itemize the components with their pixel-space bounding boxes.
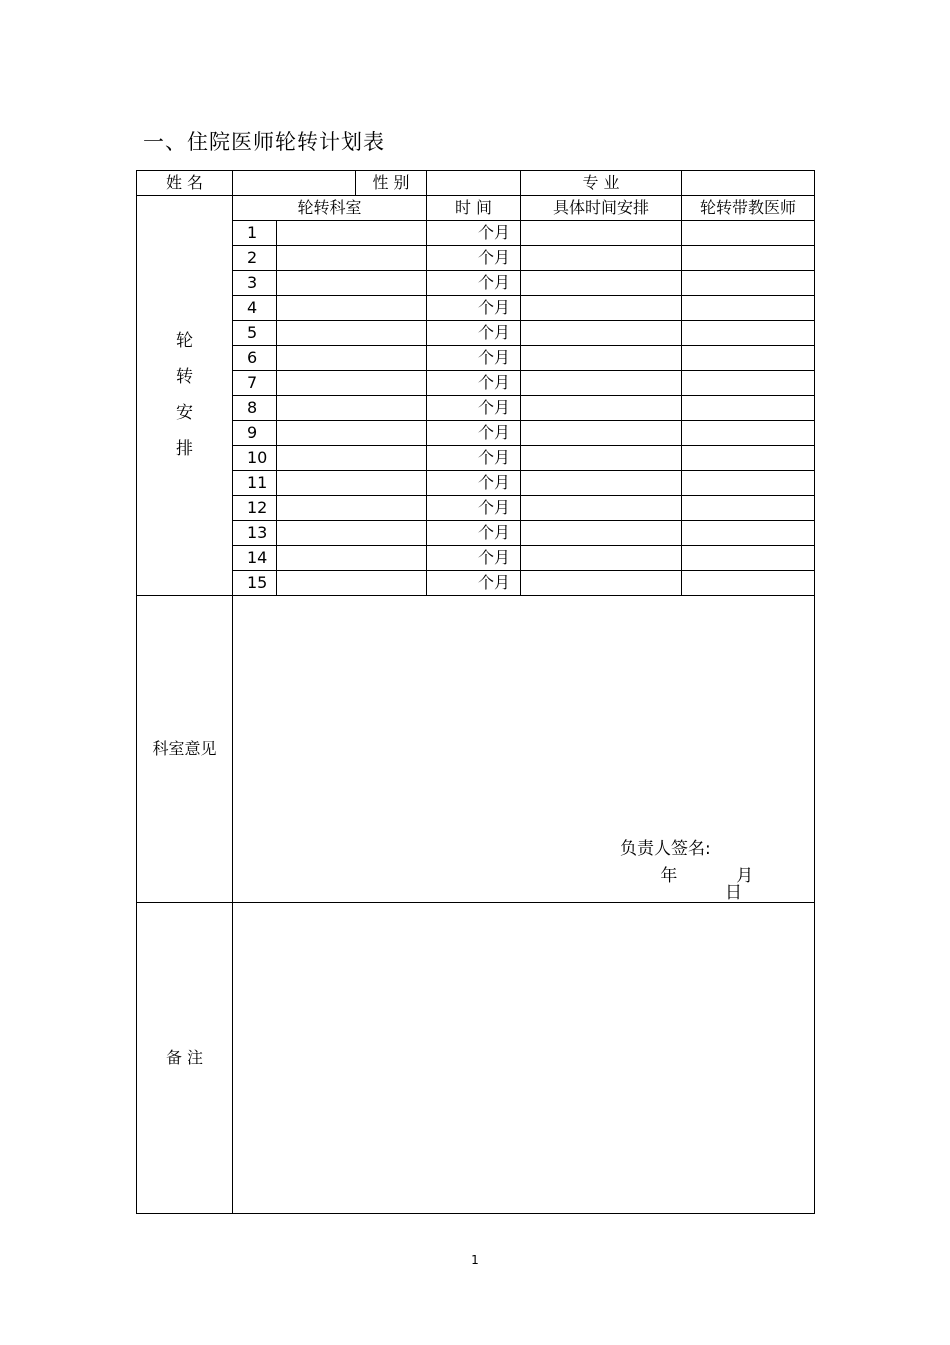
teacher-cell[interactable] xyxy=(682,571,815,596)
department-cell[interactable] xyxy=(277,471,427,496)
department-cell[interactable] xyxy=(277,296,427,321)
rotation-row xyxy=(137,346,815,371)
opinion-label: 科室意见 xyxy=(137,596,233,903)
schedule-column-header: 具体时间安排 xyxy=(521,196,682,221)
row-number: 1 xyxy=(233,221,277,246)
teacher-cell[interactable] xyxy=(682,371,815,396)
major-field[interactable] xyxy=(682,171,815,196)
rotation-column-header-row xyxy=(137,196,815,221)
duration-cell[interactable]: 个月 xyxy=(427,271,521,296)
row-number: 15 xyxy=(233,571,277,596)
rotation-label-char: 安 xyxy=(176,403,193,423)
department-cell[interactable] xyxy=(277,346,427,371)
row-number: 2 xyxy=(233,246,277,271)
schedule-cell[interactable] xyxy=(521,571,682,596)
row-number: 13 xyxy=(233,521,277,546)
duration-cell[interactable]: 个月 xyxy=(427,471,521,496)
rotation-row xyxy=(137,421,815,446)
schedule-cell[interactable] xyxy=(521,421,682,446)
rotation-row xyxy=(137,471,815,496)
teacher-cell[interactable] xyxy=(682,271,815,296)
duration-cell[interactable]: 个月 xyxy=(427,396,521,421)
rotation-section-label xyxy=(137,196,233,596)
schedule-cell[interactable] xyxy=(521,546,682,571)
teacher-cell[interactable] xyxy=(682,421,815,446)
rotation-row xyxy=(137,396,815,421)
row-number: 10 xyxy=(233,446,277,471)
year-label: 年 xyxy=(660,866,678,886)
teacher-cell[interactable] xyxy=(682,521,815,546)
duration-cell[interactable]: 个月 xyxy=(427,221,521,246)
rotation-label-char: 排 xyxy=(176,439,193,459)
teacher-cell[interactable] xyxy=(682,471,815,496)
teacher-cell[interactable] xyxy=(682,346,815,371)
rotation-row xyxy=(137,221,815,246)
rotation-row xyxy=(137,496,815,521)
rotation-row xyxy=(137,271,815,296)
time-column-header: 时 间 xyxy=(427,196,521,221)
duration-cell[interactable]: 个月 xyxy=(427,246,521,271)
teacher-cell[interactable] xyxy=(682,321,815,346)
row-number: 6 xyxy=(233,346,277,371)
page-number: 1 xyxy=(471,1253,479,1267)
date-line xyxy=(653,868,814,902)
rotation-plan-form xyxy=(136,170,815,1214)
schedule-cell[interactable] xyxy=(521,321,682,346)
row-number: 11 xyxy=(233,471,277,496)
schedule-cell[interactable] xyxy=(521,371,682,396)
department-cell[interactable] xyxy=(277,571,427,596)
rotation-label-char: 转 xyxy=(176,367,193,387)
schedule-cell[interactable] xyxy=(521,496,682,521)
duration-cell[interactable]: 个月 xyxy=(427,446,521,471)
row-number: 5 xyxy=(233,321,277,346)
schedule-cell[interactable] xyxy=(521,296,682,321)
month-label: 月 xyxy=(736,866,754,886)
department-cell[interactable] xyxy=(277,246,427,271)
rotation-row xyxy=(137,321,815,346)
schedule-cell[interactable] xyxy=(521,346,682,371)
row-number: 12 xyxy=(233,496,277,521)
major-label: 专 业 xyxy=(521,171,682,196)
gender-field[interactable] xyxy=(427,171,521,196)
header-row xyxy=(137,171,815,196)
row-number: 8 xyxy=(233,396,277,421)
teacher-cell[interactable] xyxy=(682,496,815,521)
row-number: 7 xyxy=(233,371,277,396)
duration-cell[interactable]: 个月 xyxy=(427,371,521,396)
department-cell[interactable] xyxy=(277,446,427,471)
row-number: 9 xyxy=(233,421,277,446)
name-field[interactable] xyxy=(233,171,356,196)
department-cell[interactable] xyxy=(277,271,427,296)
teacher-cell[interactable] xyxy=(682,446,815,471)
row-number: 3 xyxy=(233,271,277,296)
duration-cell[interactable]: 个月 xyxy=(427,521,521,546)
teacher-column-header: 轮转带教医师 xyxy=(682,196,815,221)
rotation-row xyxy=(137,371,815,396)
department-cell[interactable] xyxy=(277,546,427,571)
department-cell[interactable] xyxy=(277,396,427,421)
remark-label: 备 注 xyxy=(137,903,233,1214)
schedule-cell[interactable] xyxy=(521,271,682,296)
day-label: 日 xyxy=(725,883,742,903)
schedule-cell[interactable] xyxy=(521,396,682,421)
name-label: 姓 名 xyxy=(137,171,233,196)
department-cell[interactable] xyxy=(277,371,427,396)
schedule-cell[interactable] xyxy=(521,246,682,271)
teacher-cell[interactable] xyxy=(682,396,815,421)
teacher-cell[interactable] xyxy=(682,246,815,271)
gender-label: 性 别 xyxy=(356,171,427,196)
remark-field[interactable] xyxy=(233,903,815,1214)
signature-label: 负责人签名: xyxy=(620,839,711,859)
teacher-cell[interactable] xyxy=(682,546,815,571)
department-cell[interactable] xyxy=(277,521,427,546)
duration-cell[interactable]: 个月 xyxy=(427,496,521,521)
duration-cell[interactable]: 个月 xyxy=(427,296,521,321)
rotation-row xyxy=(137,546,815,571)
department-cell[interactable] xyxy=(277,421,427,446)
rotation-row xyxy=(137,296,815,321)
schedule-cell[interactable] xyxy=(521,221,682,246)
department-cell[interactable] xyxy=(277,496,427,521)
row-number: 4 xyxy=(233,296,277,321)
schedule-cell[interactable] xyxy=(521,521,682,546)
duration-cell[interactable]: 个月 xyxy=(427,571,521,596)
duration-cell[interactable]: 个月 xyxy=(427,346,521,371)
opinion-field[interactable] xyxy=(233,596,815,903)
department-cell[interactable] xyxy=(277,221,427,246)
teacher-cell[interactable] xyxy=(682,221,815,246)
rotation-row xyxy=(137,521,815,546)
remark-row xyxy=(137,903,815,1214)
teacher-cell[interactable] xyxy=(682,296,815,321)
duration-cell[interactable]: 个月 xyxy=(427,321,521,346)
row-number: 14 xyxy=(233,546,277,571)
rotation-row xyxy=(137,446,815,471)
duration-cell[interactable]: 个月 xyxy=(427,421,521,446)
rotation-label-char: 轮 xyxy=(176,331,193,351)
department-cell[interactable] xyxy=(277,321,427,346)
duration-cell[interactable]: 个月 xyxy=(427,546,521,571)
rotation-row xyxy=(137,246,815,271)
opinion-row xyxy=(137,596,815,903)
schedule-cell[interactable] xyxy=(521,471,682,496)
page-title: 一、住院医师轮转计划表 xyxy=(143,130,385,154)
department-column-header: 轮转科室 xyxy=(233,196,427,221)
rotation-row xyxy=(137,571,815,596)
schedule-cell[interactable] xyxy=(521,446,682,471)
